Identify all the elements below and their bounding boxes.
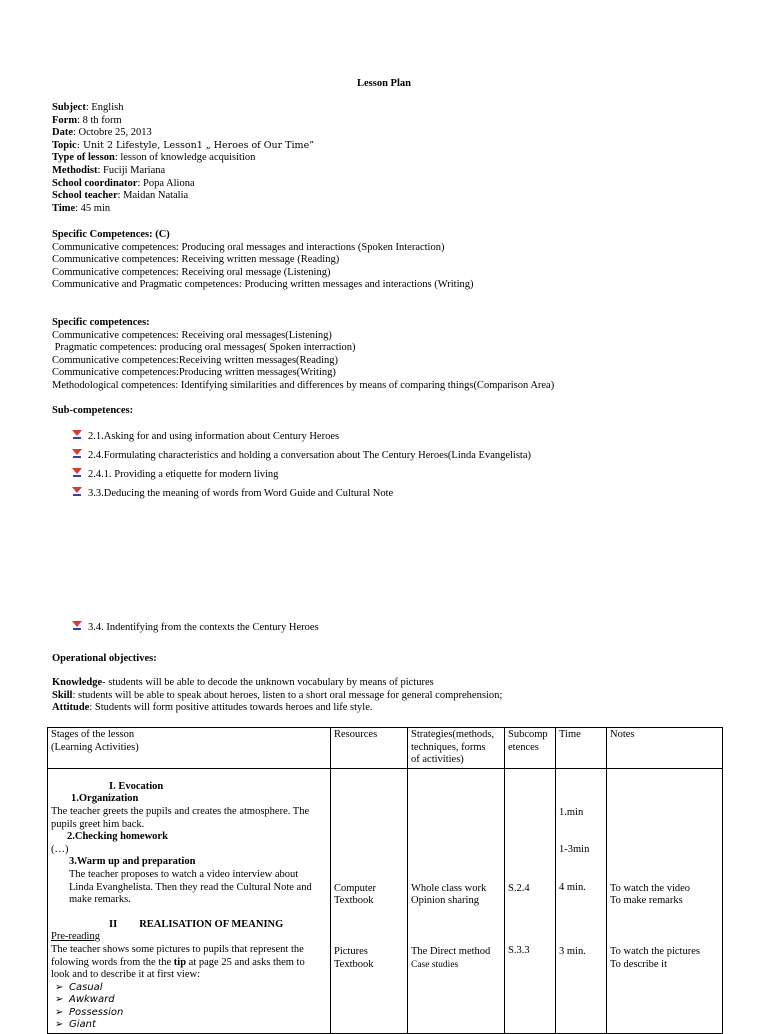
sub-competence-item: 3.4. Indentifying from the contexts the Century Heroes <box>72 621 319 635</box>
competence-line: Communicative competences: Receiving oral message (Listening) <box>52 266 331 278</box>
warmup-text: The teacher proposes to watch a video interview about <box>69 868 299 880</box>
organization-heading: 1.Organization <box>71 793 139 805</box>
bullet-icon <box>72 621 82 631</box>
header-stages: Stages of the lesson (Learning Activities) <box>48 728 331 769</box>
field-topic: Topic: Unit 2 Lifestyle, Lesson1 „ Heroes of Our Time” <box>52 139 315 151</box>
vocab-item: ➢ Possession <box>55 1006 124 1018</box>
arrow-bullet-icon: ➢ <box>55 1006 64 1018</box>
organization-text: The teacher greets the pupils and creates the atmosphere. The <box>51 805 310 817</box>
sub-competence-item: 2.4.Formulating characteristics and holding a conversation about The Century Heroes(Linda Evangelista) <box>72 449 531 463</box>
bullet-icon <box>72 430 82 440</box>
table-header-row <box>48 728 723 769</box>
objective-skill: Skill: students will be able to speak about heroes, listen to a short oral message for general comprehension; <box>52 689 503 701</box>
operational-objectives <box>52 677 502 715</box>
warmup-text: Linda Evanghelista. Then they read the Cultural Note and <box>69 881 312 893</box>
competence-line: Communicative competences:Receiving written messages(Reading) <box>52 354 339 366</box>
prereading-text: The teacher shows some pictures to pupils that represent the <box>51 943 304 955</box>
lesson-table <box>47 727 723 1034</box>
field-subject: Subject: English <box>52 102 124 113</box>
warmup-heading: 3.Warm up and preparation <box>69 856 196 868</box>
homework-heading: 2.Checking homework <box>67 831 168 843</box>
competence-line: Pragmatic competences: producing oral messages( Spoken interraction) <box>52 342 356 354</box>
vocab-item: ➢ Casual <box>55 981 103 993</box>
header-resources: Resources <box>331 728 408 769</box>
prereading-heading: Pre-reading <box>51 931 100 943</box>
objective-attitude: Attitude: Students will form positive attitudes towards heroes and life style. <box>52 702 373 714</box>
warmup-text: make remarks. <box>69 894 131 906</box>
bullet-icon <box>72 487 82 497</box>
notes-cell: To watch the video To make remarks To watch the pictures To describe it <box>607 768 723 1033</box>
homework-text: (…) <box>51 843 69 855</box>
section-heading: Specific competences: <box>52 317 150 328</box>
prereading-text: folowing words from the the tip at page 25 and asks them to <box>51 956 305 968</box>
header-subcompetences: Subcomp etences <box>505 728 556 769</box>
realisation-heading: II REALISATION OF MEANING <box>109 918 284 930</box>
field-teacher: School teacher: Maidan Natalia <box>52 190 189 202</box>
header-strategies: Strategies(methods, techniques, forms of activities) <box>408 728 505 769</box>
table-row <box>48 768 723 1033</box>
bullet-icon <box>72 449 82 459</box>
arrow-bullet-icon: ➢ <box>55 981 64 993</box>
vocab-item: ➢ Awkward <box>55 994 115 1006</box>
bullet-icon <box>72 468 82 478</box>
field-date: Date: Octobre 25, 2013 <box>52 127 152 139</box>
competence-line: Communicative competences: Producing oral messages and interactions (Spoken Interaction) <box>52 241 445 253</box>
arrow-bullet-icon: ➢ <box>55 1019 64 1031</box>
time-cell: 1.min 1-3min 4 min. 3 min. <box>556 768 607 1033</box>
sub-competence-item: 2.1.Asking for and using information about Century Heroes <box>72 430 339 444</box>
evocation-heading: I. Evocation <box>109 780 164 792</box>
specific-competences-c <box>52 229 474 292</box>
stages-cell <box>48 768 331 1033</box>
subcompetences-cell: S.2.4 S.3.3 <box>505 768 556 1033</box>
prereading-text: look and to describe it at first view: <box>51 969 201 981</box>
resources-cell: Computer Textbook Pictures Textbook <box>331 768 408 1033</box>
competence-line: Communicative competences: Receiving written message (Reading) <box>52 254 340 266</box>
header-fields <box>52 102 314 215</box>
specific-competences <box>52 317 554 393</box>
field-methodist: Methodist: Fuciji Mariana <box>52 164 166 176</box>
arrow-bullet-icon: ➢ <box>55 994 64 1006</box>
operational-objectives-heading: Operational objectives: <box>52 653 157 664</box>
sub-competence-item: 2.4.1. Providing a etiquette for modern living <box>72 468 278 482</box>
section-heading: Specific Competences: (C) <box>52 229 170 240</box>
sub-competence-item: 3.3.Deducing the meaning of words from Word Guide and Cultural Note <box>72 487 393 501</box>
competence-line: Communicative competences:Producing written messages(Writing) <box>52 367 336 379</box>
header-time: Time <box>556 728 607 769</box>
field-time: Time: 45 min <box>52 202 111 214</box>
header-notes: Notes <box>607 728 723 769</box>
organization-text: pupils greet him back. <box>51 818 145 830</box>
strategies-cell: Whole class work Opinion sharing The Direct method Case studies <box>408 768 505 1033</box>
competence-line: Communicative competences: Receiving oral messages(Listening) <box>52 329 332 341</box>
vocab-item: ➢ Giant <box>55 1019 96 1031</box>
competence-line: Communicative and Pragmatic competences: Producing written messages and interactions (Writing) <box>52 279 474 291</box>
field-form: Form: 8 th form <box>52 114 122 126</box>
field-coordinator: School coordinator: Popa Aliona <box>52 177 195 189</box>
field-type: Type of lesson: lesson of knowledge acquisition <box>52 152 256 164</box>
page-title: Lesson Plan <box>357 78 411 89</box>
sub-competences-heading: Sub-competences: <box>52 405 134 416</box>
objective-knowledge: Knowledge- students will be able to decode the unknown vocabulary by means of pictures <box>52 677 434 688</box>
competence-line: Methodological competences: Identifying similarities and differences by means of comparing things(Comparison Area) <box>52 379 555 391</box>
